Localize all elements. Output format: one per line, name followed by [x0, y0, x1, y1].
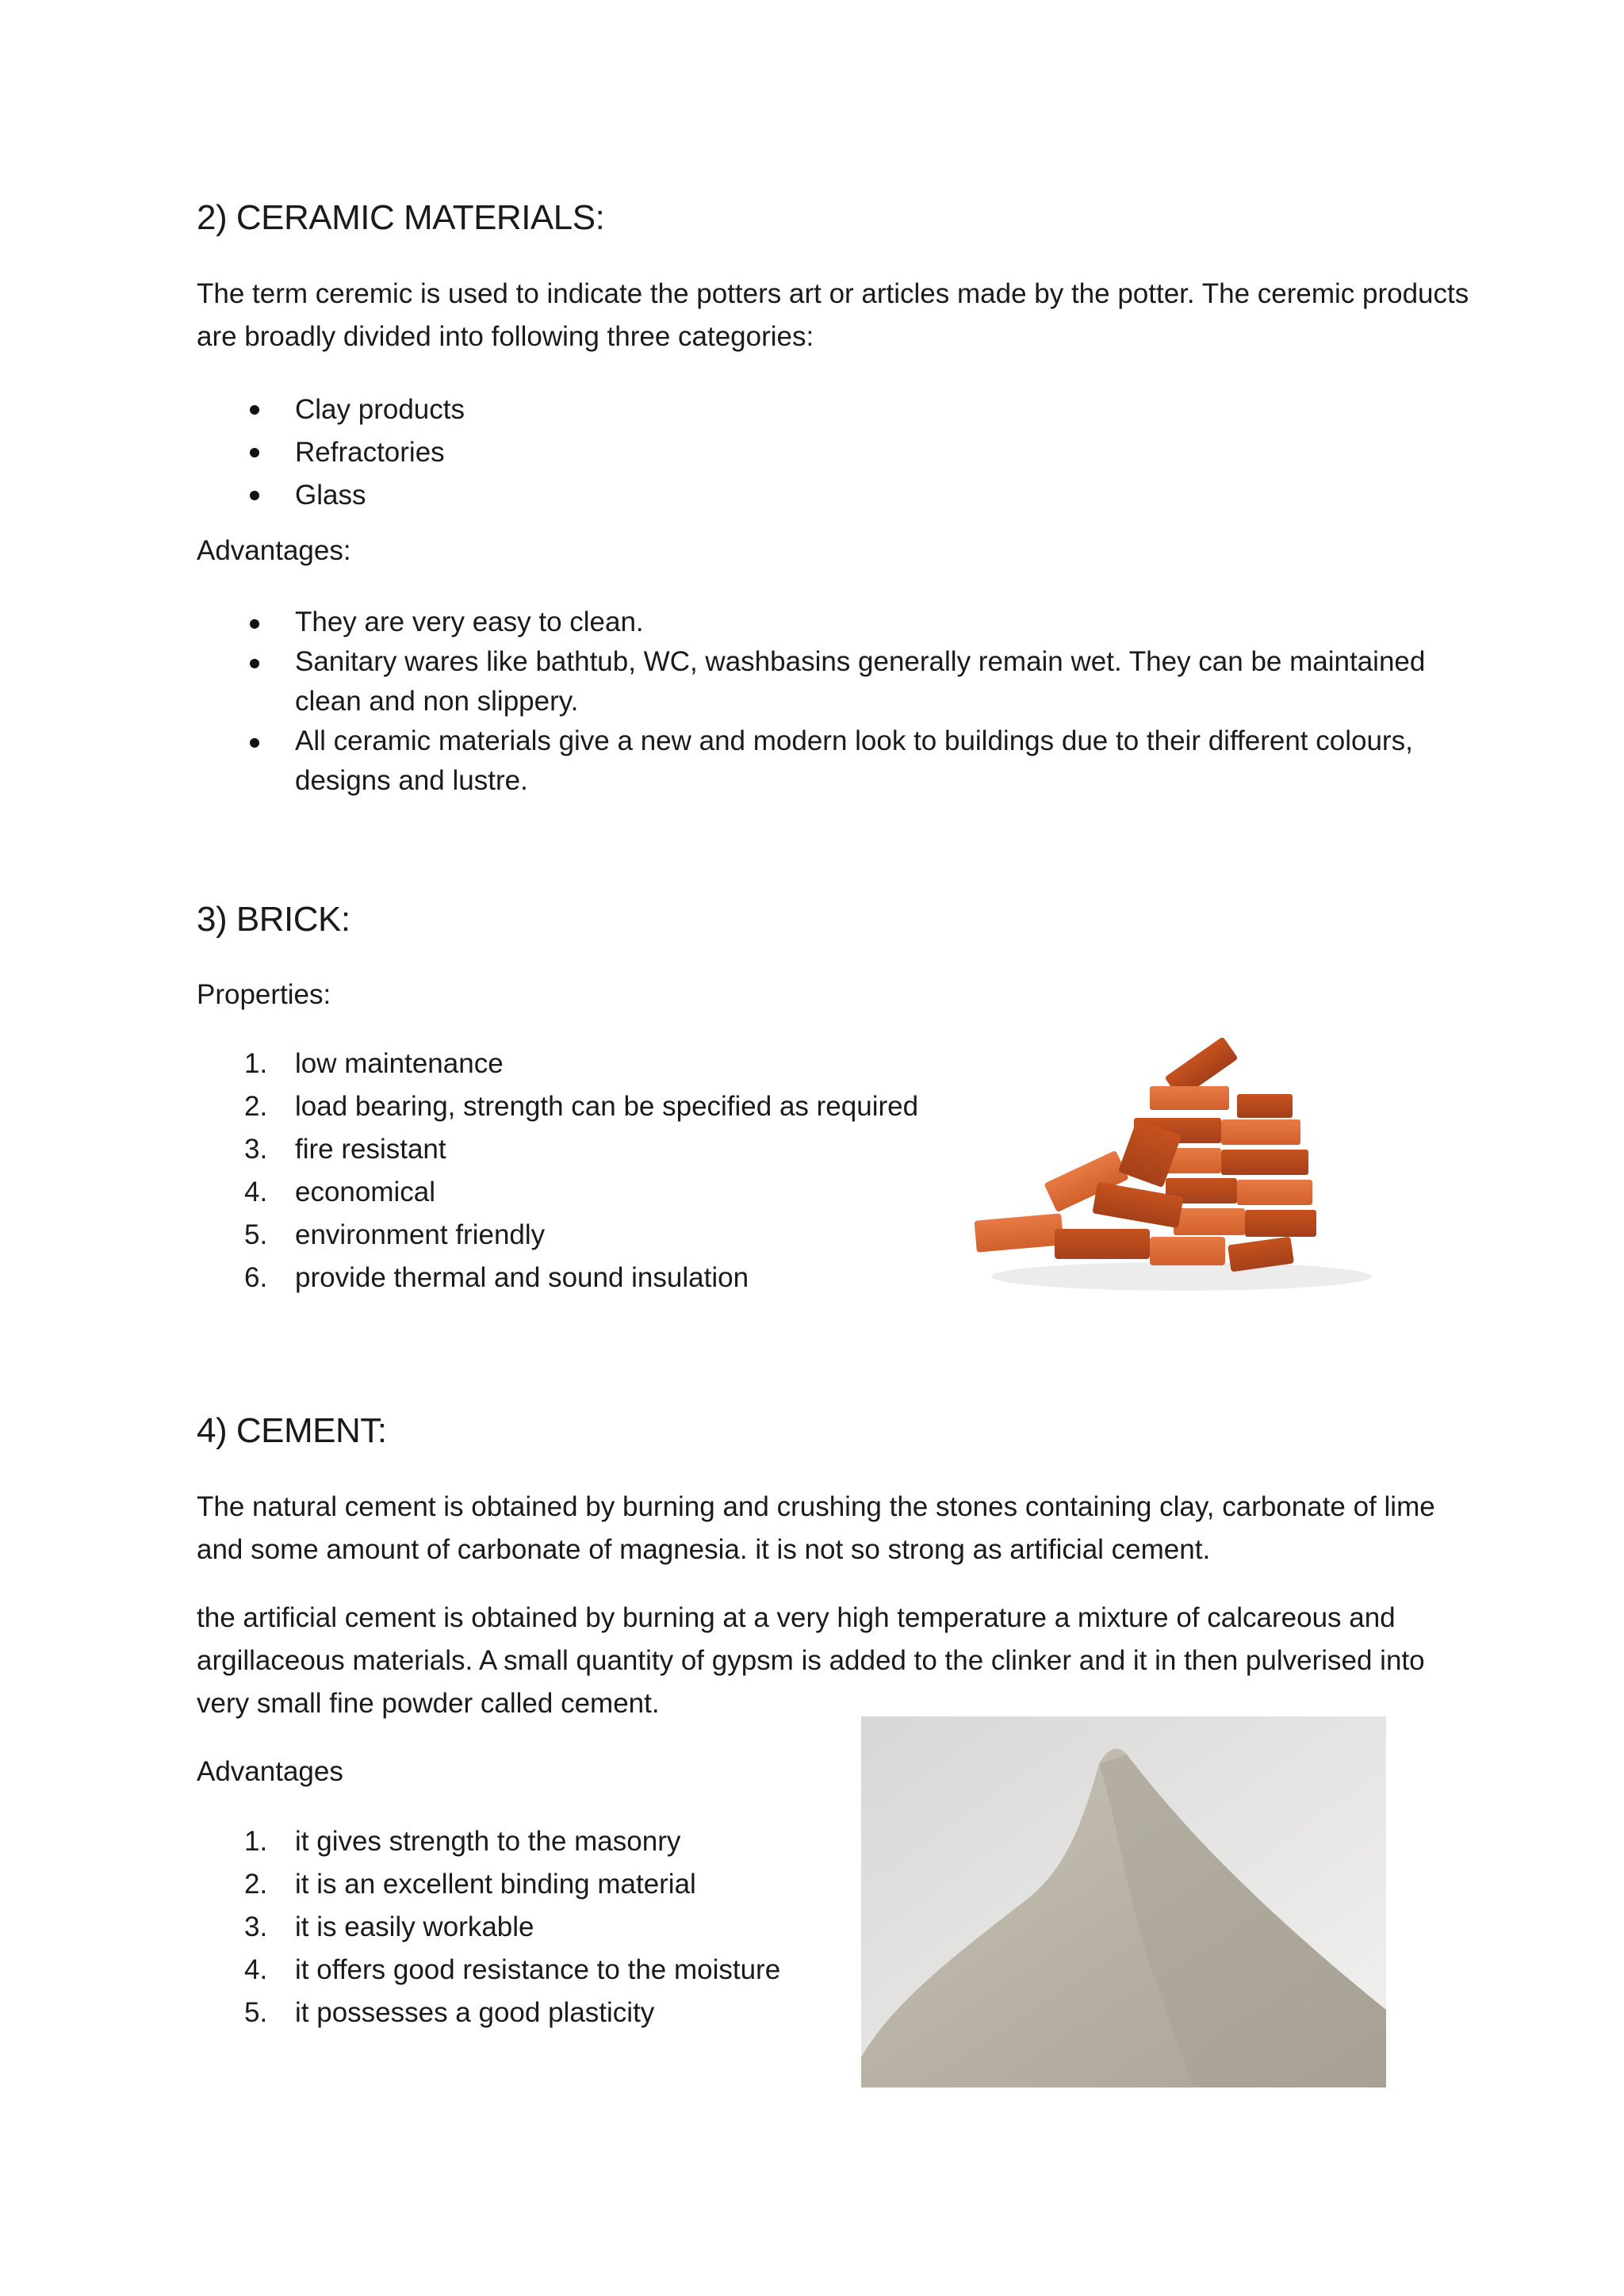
cement-para-natural: The natural cement is obtained by burning and crushing the stones containing clay, carbonate of lime and some amount of carbonate of magnesia. it is not so strong as artificial cement.	[197, 1491, 1435, 1565]
list-item: 4. it offers good resistance to the moisture	[244, 1954, 781, 1985]
list-item: Clay products	[197, 388, 465, 431]
ceramic-advantages-list	[197, 603, 1481, 801]
list-item: They are very easy to clean.	[197, 603, 1481, 642]
list-item: 2. load bearing, strength can be specified as required	[244, 1091, 919, 1122]
cement-para-artificial: the artificial cement is obtained by burning at a very high temperature a mixture of calcareous and argillaceous materials. A small quantity of gypsm is added to the clinker and it in then pulverised into very small fine powder called cement.	[197, 1602, 1425, 1719]
brick-properties-label: Properties:	[197, 979, 331, 1010]
ceramic-heading: 2) CERAMIC MATERIALS:	[197, 198, 605, 237]
cement-powder-image	[861, 1716, 1386, 2087]
list-item: 4. economical	[244, 1177, 436, 1207]
cement-heading: 4) CEMENT:	[197, 1411, 387, 1450]
list-item: 5. environment friendly	[244, 1219, 546, 1250]
list-item: Sanitary wares like bathtub, WC, washbasins generally remain wet. They can be maintained clean and non slippery.	[197, 642, 1481, 721]
list-item: 1. low maintenance	[244, 1048, 504, 1079]
cement-advantages-list	[197, 1820, 780, 2034]
list-item: Glass	[197, 474, 465, 517]
ceramic-categories-list	[197, 388, 465, 517]
list-item: 3. it is easily workable	[244, 1911, 534, 1942]
ceramic-advantages-label: Advantages:	[197, 535, 351, 566]
list-item: All ceramic materials give a new and modern look to buildings due to their different colours, designs and lustre.	[197, 721, 1481, 801]
brick-pile-image	[967, 999, 1380, 1300]
list-item: 6. provide thermal and sound insulation	[244, 1262, 749, 1293]
cement-advantages-label: Advantages	[197, 1756, 343, 1787]
list-item: 5. it possesses a good plasticity	[244, 1997, 655, 2028]
list-item: 3. fire resistant	[244, 1134, 446, 1165]
brick-properties-list	[197, 1043, 918, 1299]
ceramic-intro: The term ceremic is used to indicate the potters art or articles made by the potter. The ceremic products are broadly divided into following three categories:	[197, 278, 1469, 352]
list-item: Refractories	[197, 431, 465, 474]
brick-heading: 3) BRICK:	[197, 900, 350, 939]
list-item: 2. it is an excellent binding material	[244, 1869, 696, 1900]
list-item: 1. it gives strength to the masonry	[244, 1826, 681, 1857]
